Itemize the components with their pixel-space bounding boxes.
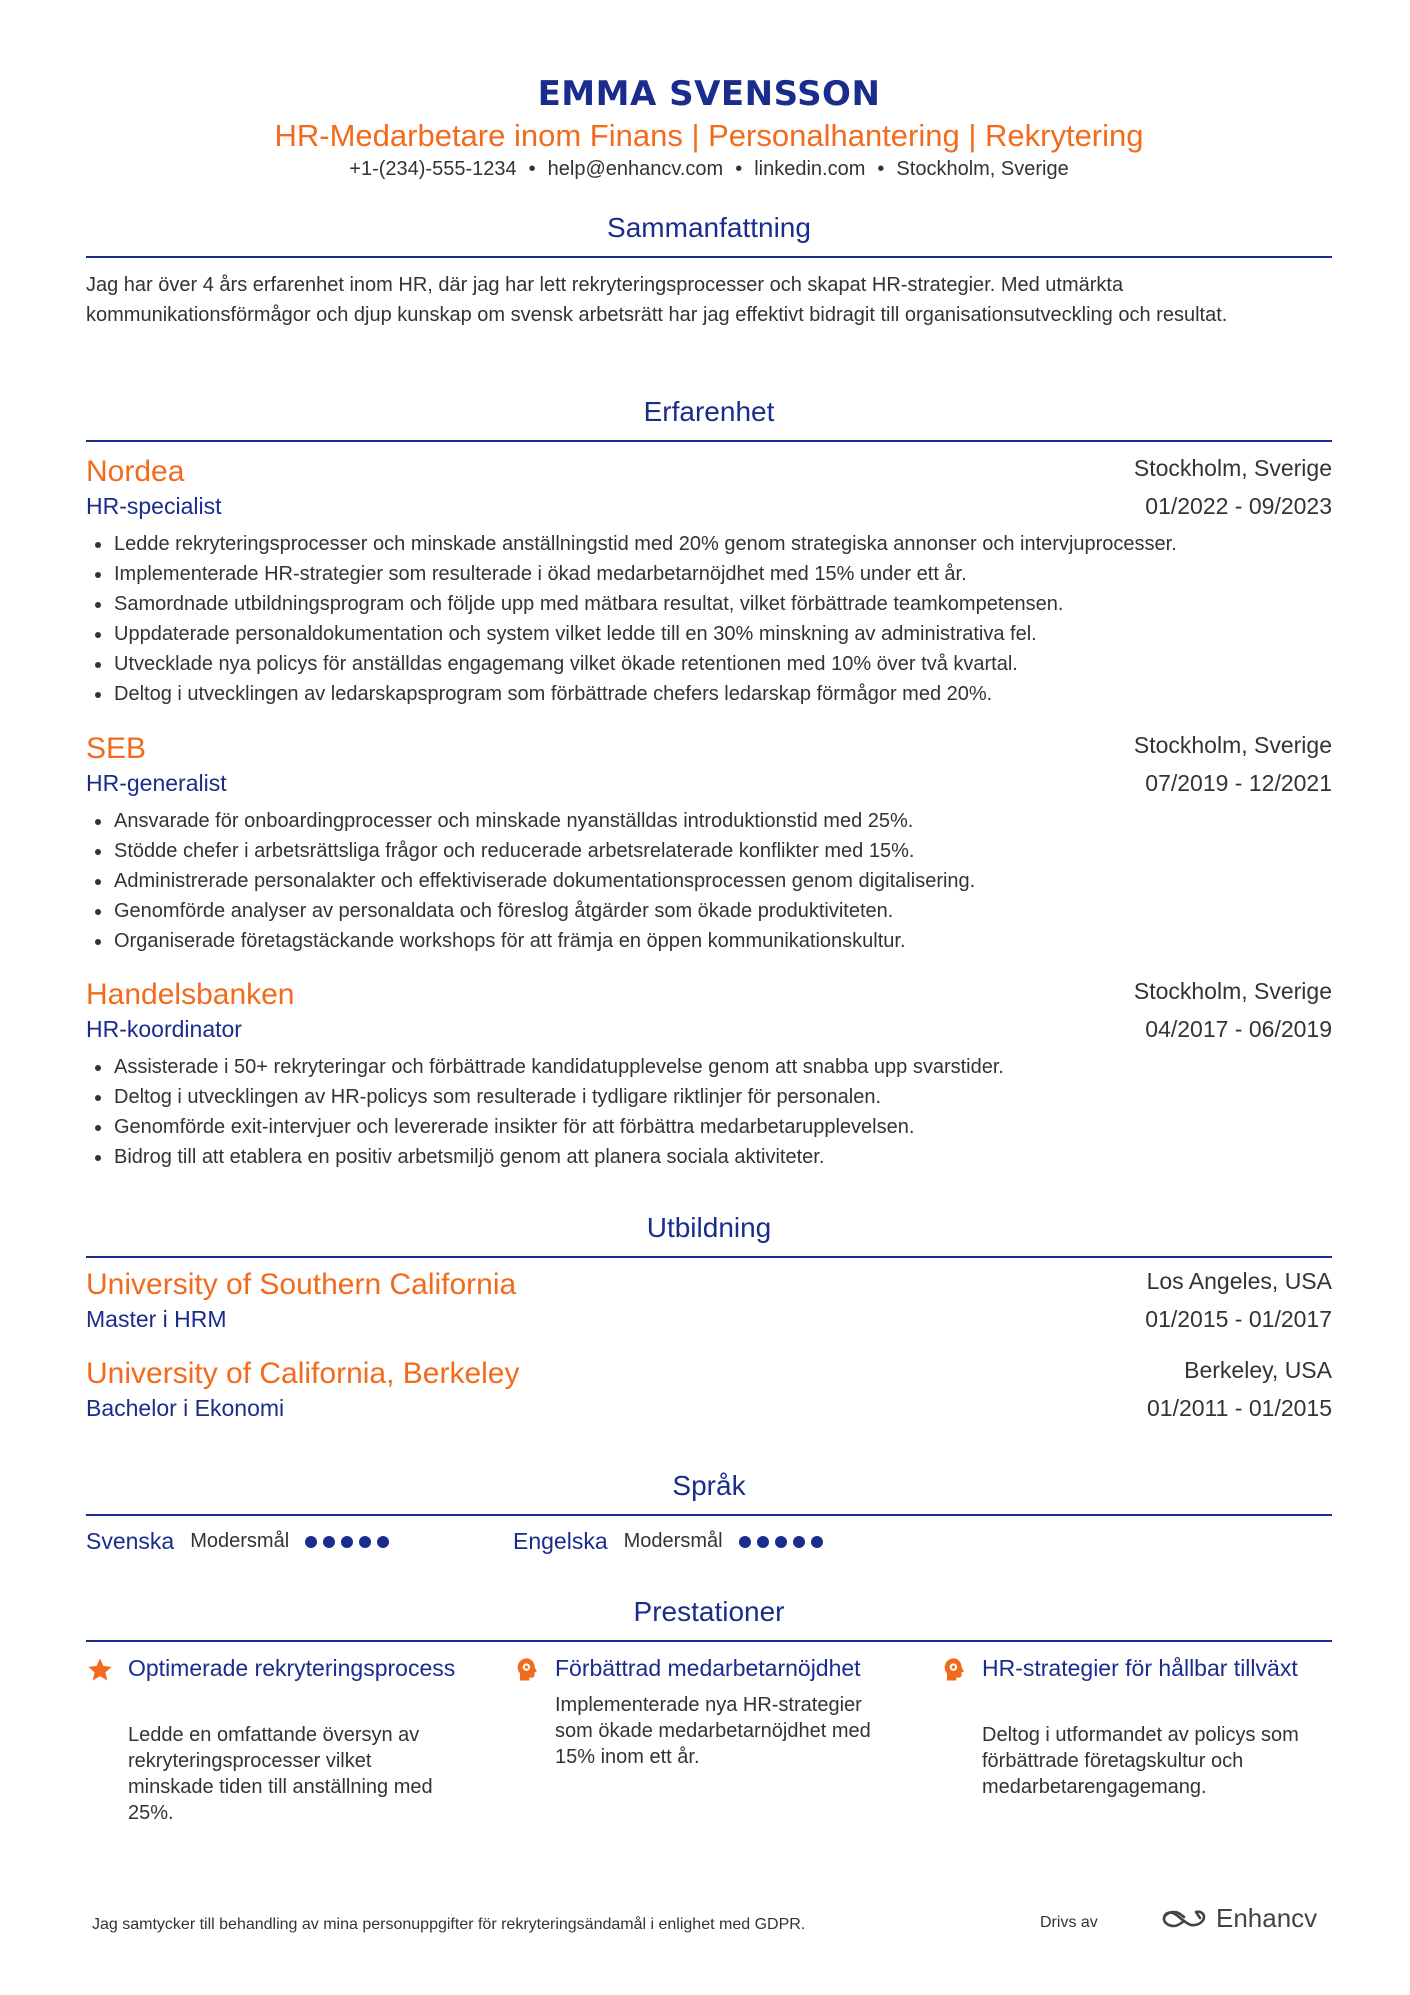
- bullet-item: Organiserade företagstäckande workshops för att främja en öppen kommunikationskultur.: [86, 926, 1332, 956]
- company-name: SEB: [86, 732, 147, 765]
- bullet-item: Stödde chefer i arbetsrättsliga frågor och reducerade arbetsrelaterade konflikter med 15%.: [86, 836, 1332, 866]
- bullet-item: Ansvarade för onboardingprocesser och minskade nyanställdas introduktionstid med 25%.: [86, 806, 1332, 836]
- powered-by-label: Drivs av: [1040, 1914, 1098, 1931]
- school-name: University of Southern California: [86, 1268, 517, 1301]
- separator-dot: •: [528, 158, 536, 180]
- job-location: Stockholm, Sverige: [1133, 978, 1332, 1004]
- language-level: Modersmål: [623, 1530, 723, 1552]
- head-brain-icon: [513, 1656, 541, 1684]
- separator-dot: •: [735, 158, 743, 180]
- language-rating: [739, 1536, 823, 1548]
- job-title: HR-specialist: [86, 493, 222, 519]
- achievement-title: Förbättrad medarbetarnöjdhet: [555, 1655, 861, 1681]
- rating-dot: [359, 1536, 371, 1548]
- job-title: HR-generalist: [86, 770, 227, 796]
- achievement-title: Optimerade rekryteringsprocess: [128, 1655, 456, 1681]
- contact-email[interactable]: help@enhancv.com: [547, 158, 724, 180]
- infinity-logo-icon: [1160, 1906, 1208, 1932]
- achievement-description: Ledde en omfattande översyn av rekryteringsprocesser vilket minskade tiden till anställning med 25%.: [128, 1724, 433, 1824]
- bullet-item: Ledde rekryteringsprocesser och minskade anställningstid med 20% genom strategiska annonser och intervjuprocesser.: [86, 529, 1332, 559]
- bullet-item: Implementerade HR-strategier som resulterade i ökad medarbetarnöjdhet med 15% under ett år.: [86, 559, 1332, 589]
- rating-dot: [757, 1536, 769, 1548]
- section-divider: [86, 1514, 1332, 1516]
- job-bullets: [86, 1052, 1332, 1172]
- rating-dot: [323, 1536, 335, 1548]
- job-dates: 01/2022 - 09/2023: [1145, 493, 1332, 519]
- achievement-title: HR-strategier för hållbar tillväxt: [982, 1655, 1298, 1681]
- company-name: Nordea: [86, 455, 185, 488]
- school-name: University of California, Berkeley: [86, 1357, 520, 1390]
- bullet-item: Administrerade personalakter och effektiviserade dokumentationsprocessen genom digitalisering.: [86, 866, 1332, 896]
- rating-dot: [775, 1536, 787, 1548]
- language-item: [86, 1528, 389, 1555]
- job-dates: 07/2019 - 12/2021: [1145, 770, 1332, 796]
- degree: Bachelor i Ekonomi: [86, 1395, 285, 1421]
- job-dates: 04/2017 - 06/2019: [1145, 1016, 1332, 1042]
- section-title-languages: Språk: [672, 1470, 746, 1501]
- head-brain-icon: [940, 1656, 968, 1684]
- school-location: Berkeley, USA: [1184, 1357, 1332, 1383]
- rating-dot: [811, 1536, 823, 1548]
- rating-dot: [793, 1536, 805, 1548]
- bullet-item: Deltog i utvecklingen av HR-policys som resulterade i tydligare riktlinjer för personalen.: [86, 1082, 1332, 1112]
- brand-name: Enhancv: [1216, 1903, 1318, 1933]
- bullet-item: Deltog i utvecklingen av ledarskapsprogram som förbättrade chefers ledarskap förmågor med 20%.: [86, 679, 1332, 709]
- rating-dot: [739, 1536, 751, 1548]
- company-name: Handelsbanken: [86, 978, 295, 1011]
- bullet-item: Genomförde exit-intervjuer och levererade insikter för att förbättra medarbetarupplevelsen.: [86, 1112, 1332, 1142]
- star-icon: [86, 1656, 114, 1684]
- section-divider: [86, 256, 1332, 258]
- gdpr-consent: Jag samtycker till behandling av mina personuppgifter för rekryteringsändamål i enlighet med GDPR.: [92, 1916, 806, 1933]
- section-title-education: Utbildning: [646, 1212, 772, 1243]
- language-rating: [305, 1536, 389, 1548]
- candidate-name: EMMA SVENSSON: [537, 74, 881, 114]
- contact-line: [86, 158, 1332, 181]
- bullet-item: Genomförde analyser av personaldata och föreslog åtgärder som ökade produktiviteten.: [86, 896, 1332, 926]
- education-dates: 01/2015 - 01/2017: [1145, 1306, 1332, 1332]
- bullet-item: Assisterade i 50+ rekryteringar och förbättrade kandidatupplevelse genom att snabba upp svarstider.: [86, 1052, 1332, 1082]
- education-dates: 01/2011 - 01/2015: [1146, 1395, 1332, 1421]
- candidate-headline: HR-Medarbetare inom Finans | Personalhantering | Rekrytering: [274, 118, 1144, 153]
- summary-text: Jag har över 4 års erfarenhet inom HR, där jag har lett rekryteringsprocesser och skapat HR-strategier. Med utmärkta kommunikationsförmågor och djup kunskap om svensk arbetsrätt har jag effektivt bidragit till organisationsutveckling och resultat.: [86, 274, 1228, 326]
- section-divider: [86, 440, 1332, 442]
- contact-phone: +1-(234)-555-1234: [349, 158, 517, 180]
- rating-dot: [305, 1536, 317, 1548]
- language-name: Engelska: [513, 1528, 608, 1554]
- school-location: Los Angeles, USA: [1146, 1268, 1332, 1294]
- bullet-item: Samordnade utbildningsprogram och följde upp med mätbara resultat, vilket förbättrade teamkompetensen.: [86, 589, 1332, 619]
- degree: Master i HRM: [86, 1306, 227, 1332]
- achievement-description: Implementerade nya HR-strategier som ökade medarbetarnöjdhet med 15% inom ett år.: [555, 1694, 871, 1768]
- job-location: Stockholm, Sverige: [1133, 732, 1332, 758]
- achievement-description: Deltog i utformandet av policys som förbättrade företagskultur och medarbetarengagemang.: [982, 1724, 1299, 1798]
- bullet-item: Utvecklade nya policys för anställdas engagemang vilket ökade retentionen med 10% över två kvartal.: [86, 649, 1332, 679]
- job-title: HR-koordinator: [86, 1016, 242, 1042]
- section-title-summary: Sammanfattning: [607, 212, 811, 243]
- rating-dot: [377, 1536, 389, 1548]
- job-bullets: [86, 806, 1332, 956]
- section-title-experience: Erfarenhet: [643, 396, 775, 427]
- contact-linkedin[interactable]: linkedin.com: [754, 158, 866, 180]
- section-title-achievements: Prestationer: [633, 1596, 785, 1627]
- rating-dot: [341, 1536, 353, 1548]
- contact-location: Stockholm, Sverige: [896, 158, 1069, 180]
- enhancv-logo[interactable]: [1160, 1903, 1317, 1934]
- separator-dot: •: [877, 158, 885, 180]
- language-name: Svenska: [86, 1528, 175, 1554]
- language-level: Modersmål: [190, 1530, 290, 1552]
- section-divider: [86, 1640, 1332, 1642]
- job-bullets: [86, 529, 1332, 709]
- bullet-item: Uppdaterade personaldokumentation och system vilket ledde till en 30% minskning av administrativa fel.: [86, 619, 1332, 649]
- section-divider: [86, 1256, 1332, 1258]
- language-item: [513, 1528, 823, 1555]
- job-location: Stockholm, Sverige: [1133, 455, 1332, 481]
- bullet-item: Bidrog till att etablera en positiv arbetsmiljö genom att planera sociala aktiviteter.: [86, 1142, 1332, 1172]
